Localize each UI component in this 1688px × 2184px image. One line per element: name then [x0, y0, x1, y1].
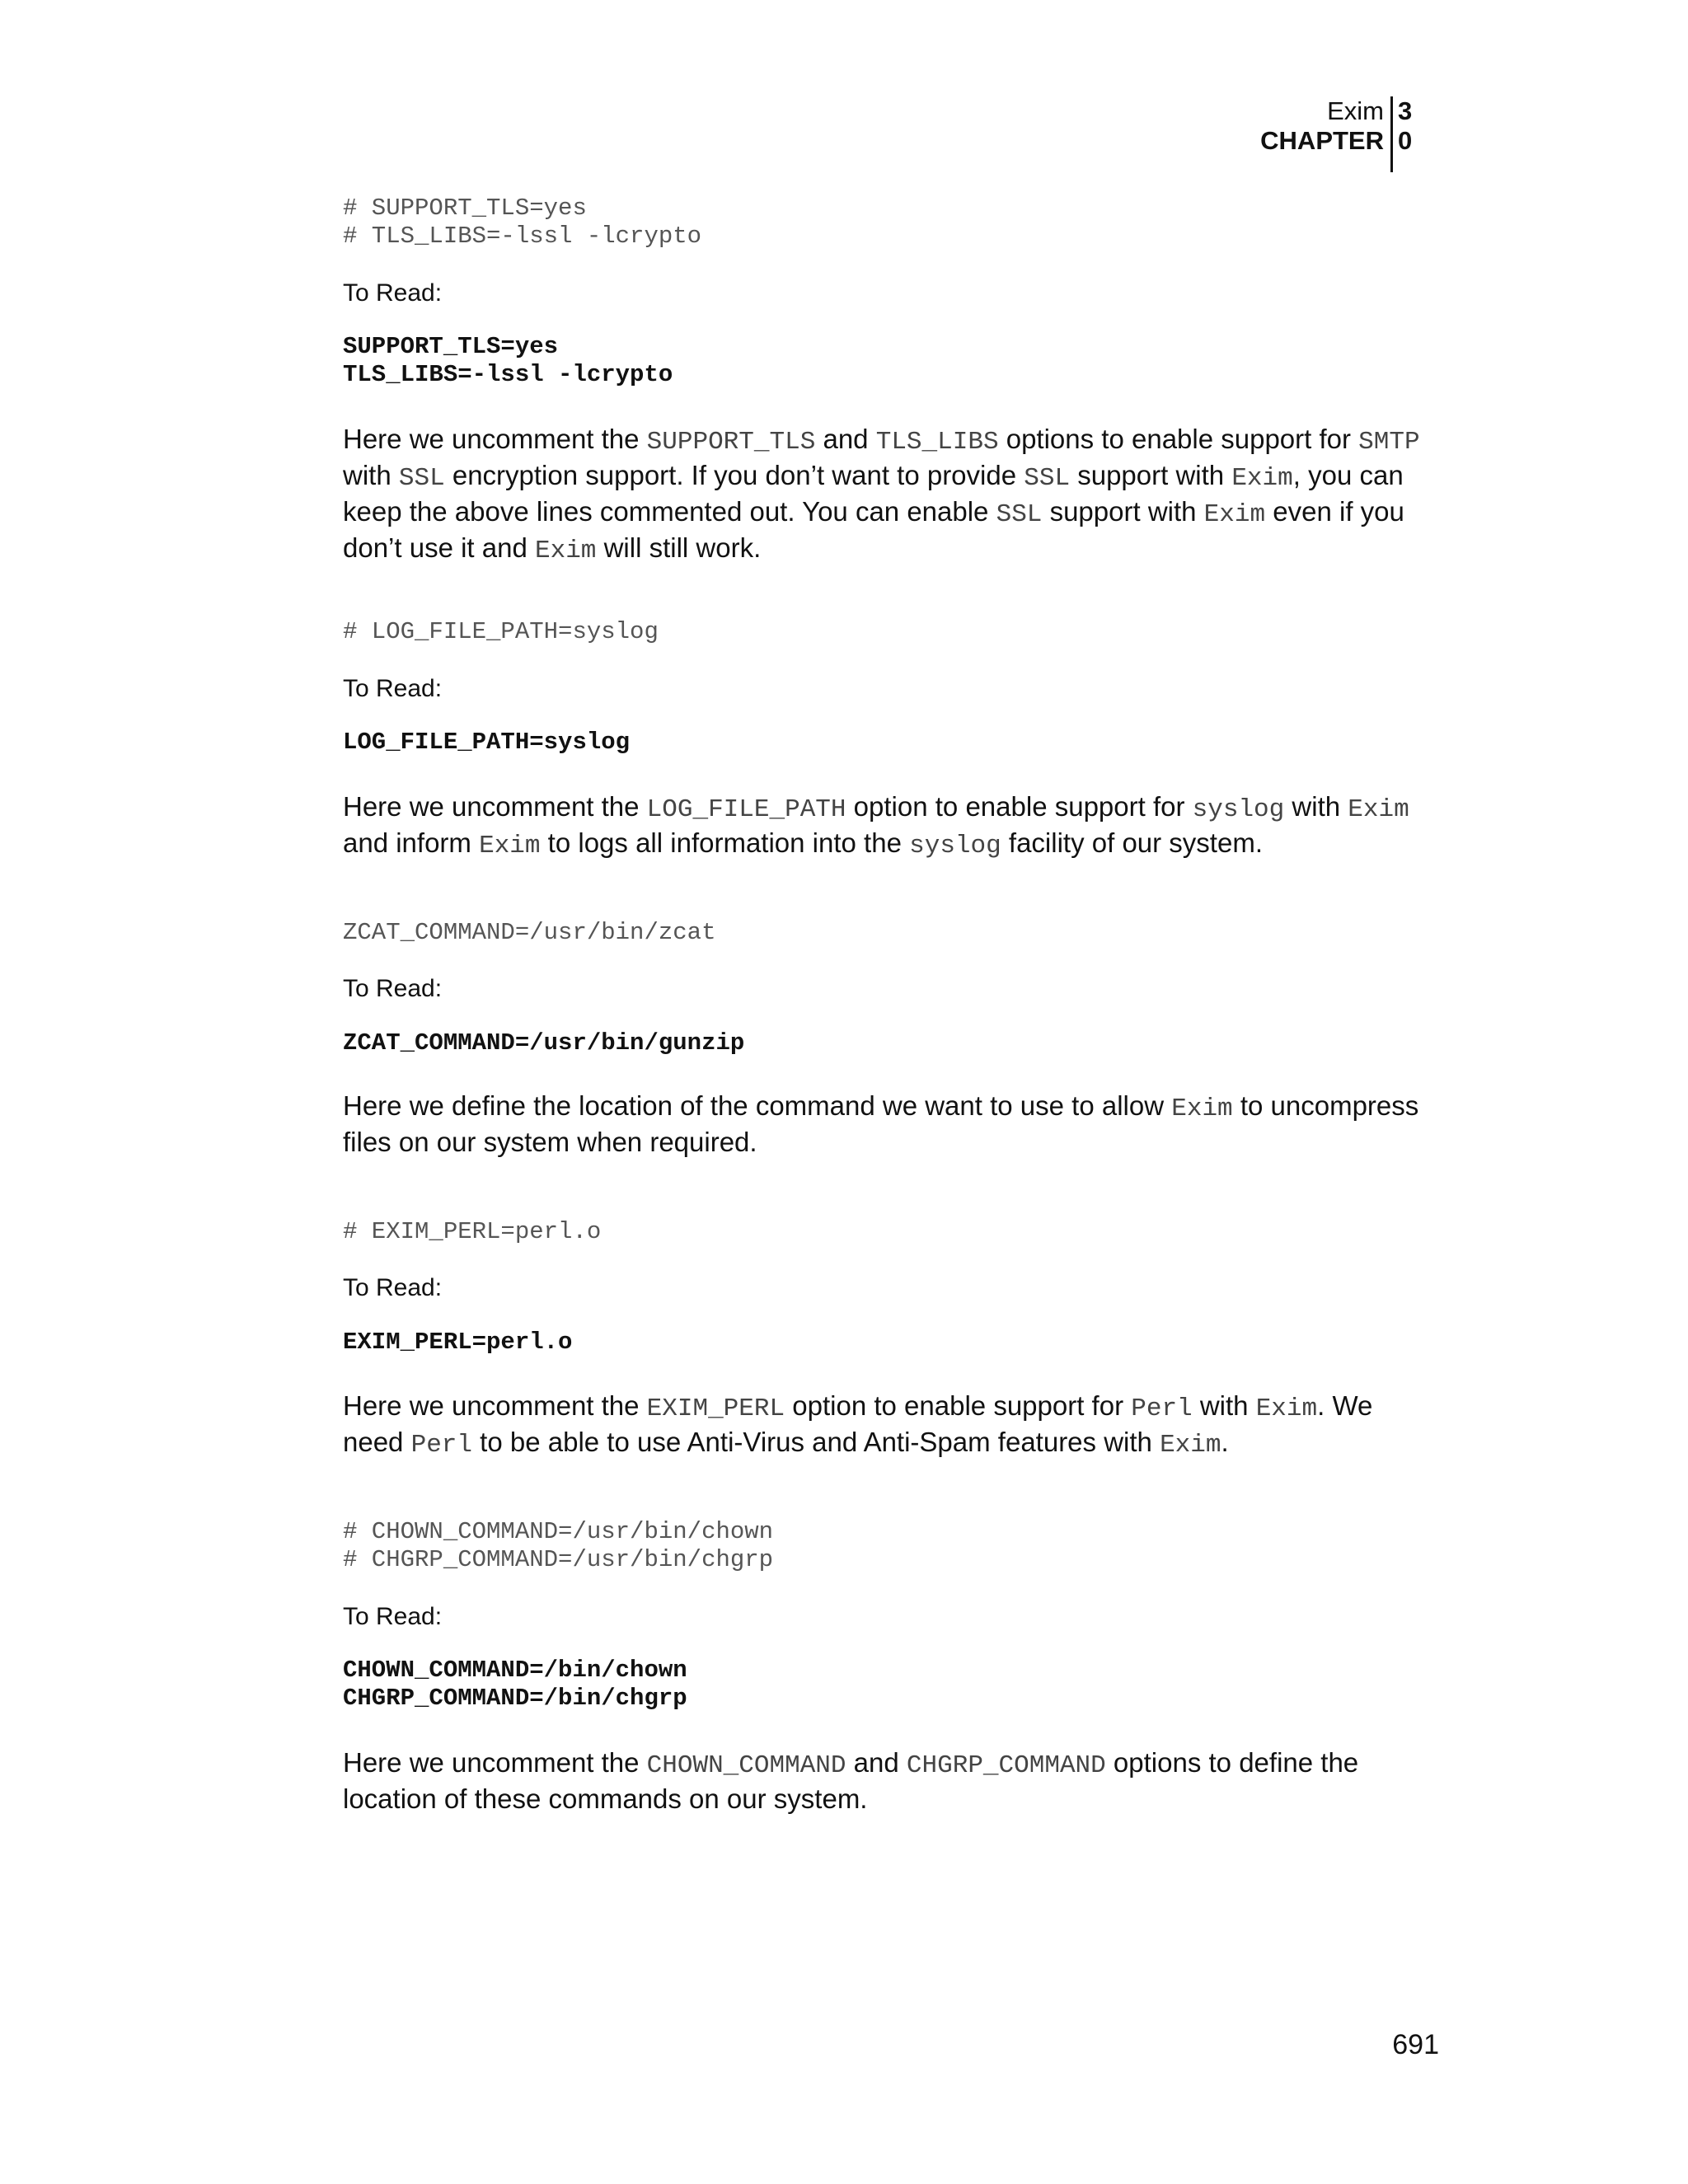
paragraph-text: support with	[1070, 460, 1232, 490]
inline-code: Exim	[479, 832, 541, 860]
paragraph-text: Here we uncomment the	[343, 424, 647, 454]
inline-code: Exim	[1203, 500, 1266, 529]
code-new-perl	[343, 1329, 572, 1357]
inline-code: SSL	[398, 464, 445, 493]
code-line: ZCAT_COMMAND=/usr/bin/zcat	[343, 919, 716, 946]
code-line: EXIM_PERL=perl.o	[343, 1329, 573, 1356]
paragraph-text: options to enable support for	[998, 424, 1359, 454]
inline-code: TLS_LIBS	[875, 428, 999, 457]
header-left	[1260, 96, 1393, 172]
paragraph-text: Here we uncomment the	[343, 1747, 647, 1778]
to-read-label: To Read:	[343, 1274, 443, 1301]
header-title: Exim	[1327, 96, 1384, 125]
code-line: # EXIM_PERL=perl.o	[343, 1218, 602, 1245]
paragraph-text: support with	[1042, 496, 1204, 527]
code-line: # TLS_LIBS=-lssl -lcrypto	[343, 223, 702, 250]
paragraph-text: Here we uncomment the	[343, 791, 647, 822]
running-header	[1253, 96, 1434, 176]
paragraph-zcat	[343, 1090, 1431, 1159]
paragraph-text: and inform	[343, 827, 480, 858]
paragraph-text: facility of our system.	[1001, 827, 1263, 858]
inline-code: Perl	[410, 1431, 473, 1460]
code-line: ZCAT_COMMAND=/usr/bin/gunzip	[343, 1029, 745, 1057]
paragraph-text: to be able to use Anti-Virus and Anti-Spam features with	[472, 1427, 1160, 1457]
inline-code: Perl	[1131, 1394, 1193, 1423]
code-original-tls	[343, 194, 701, 251]
to-read-label: To Read:	[343, 675, 443, 702]
to-read-label: To Read:	[343, 975, 443, 1002]
inline-code: Exim	[535, 537, 597, 565]
code-new-tls	[343, 333, 673, 389]
paragraph-text: option to enable support for	[846, 791, 1193, 822]
code-line: # CHOWN_COMMAND=/usr/bin/chown	[343, 1518, 774, 1545]
inline-code: SSL	[996, 500, 1043, 529]
inline-code: Exim	[1231, 464, 1293, 493]
code-line: CHGRP_COMMAND=/bin/chgrp	[343, 1685, 687, 1712]
to-read-label: To Read:	[343, 1603, 443, 1630]
code-line: TLS_LIBS=-lssl -lcrypto	[343, 361, 673, 388]
paragraph-text: encryption support. If you don’t want to provide	[444, 460, 1025, 490]
paragraph-text: , you can keep the above lines commented out. You can enable	[343, 460, 1404, 527]
paragraph-text: Here we define the location of the command we want to use to allow	[343, 1090, 1172, 1121]
paragraph-text: option to enable support for	[785, 1390, 1132, 1421]
inline-code: syslog	[909, 832, 1001, 860]
code-new-zcat	[343, 1029, 744, 1057]
paragraph-text: .	[1221, 1427, 1229, 1457]
inline-code: Exim	[1160, 1431, 1221, 1460]
inline-code: LOG_FILE_PATH	[646, 795, 846, 824]
to-read-label: To Read:	[343, 279, 443, 307]
chapter-digit-2: 0	[1398, 126, 1413, 155]
paragraph-chown	[343, 1746, 1431, 1816]
inline-code: SMTP	[1358, 428, 1420, 457]
chapter-digit-1: 3	[1398, 96, 1413, 125]
inline-code: Exim	[1348, 795, 1409, 824]
code-line: CHOWN_COMMAND=/bin/chown	[343, 1657, 687, 1684]
paragraph-text: with	[1192, 1390, 1256, 1421]
code-original-perl	[343, 1218, 601, 1246]
paragraph-text: options to define the location of these commands on our system.	[343, 1747, 1359, 1814]
code-new-log	[343, 729, 630, 757]
code-original-chown	[343, 1518, 773, 1574]
paragraph-text: and	[846, 1747, 907, 1778]
paragraph-text: with	[343, 460, 399, 490]
paragraph-perl	[343, 1390, 1431, 1462]
paragraph-tls	[343, 423, 1431, 568]
code-line: SUPPORT_TLS=yes	[343, 333, 559, 360]
paragraph-text: Here we uncomment the	[343, 1390, 647, 1421]
code-line: # CHGRP_COMMAND=/usr/bin/chgrp	[343, 1546, 774, 1573]
code-original-zcat	[343, 919, 715, 947]
inline-code: CHOWN_COMMAND	[646, 1751, 846, 1780]
paragraph-log	[343, 790, 1431, 863]
inline-code: Exim	[1171, 1094, 1233, 1123]
paragraph-text: will still work.	[596, 532, 762, 563]
paragraph-text: and	[815, 424, 876, 454]
inline-code: Exim	[1255, 1394, 1318, 1423]
code-line: LOG_FILE_PATH=syslog	[343, 729, 631, 756]
code-new-chown	[343, 1657, 687, 1713]
inline-code: SUPPORT_TLS	[646, 428, 816, 457]
inline-code: syslog	[1192, 795, 1285, 824]
inline-code: SSL	[1024, 464, 1071, 493]
paragraph-text: with	[1284, 791, 1348, 822]
paragraph-text: . We need	[343, 1390, 1373, 1457]
paragraph-text: to logs all information into the	[540, 827, 910, 858]
inline-code: EXIM_PERL	[646, 1394, 785, 1423]
header-chapter-label: CHAPTER	[1260, 126, 1384, 155]
page-number: 691	[1392, 2029, 1439, 2060]
paragraph-text: even if you don’t use it and	[343, 496, 1404, 563]
header-chapter-number	[1398, 96, 1412, 156]
code-line: # SUPPORT_TLS=yes	[343, 194, 587, 222]
code-line: # LOG_FILE_PATH=syslog	[343, 618, 659, 645]
paragraph-text: to uncompress files on our system when required.	[343, 1090, 1419, 1157]
inline-code: CHGRP_COMMAND	[906, 1751, 1106, 1780]
code-original-log	[343, 618, 659, 646]
